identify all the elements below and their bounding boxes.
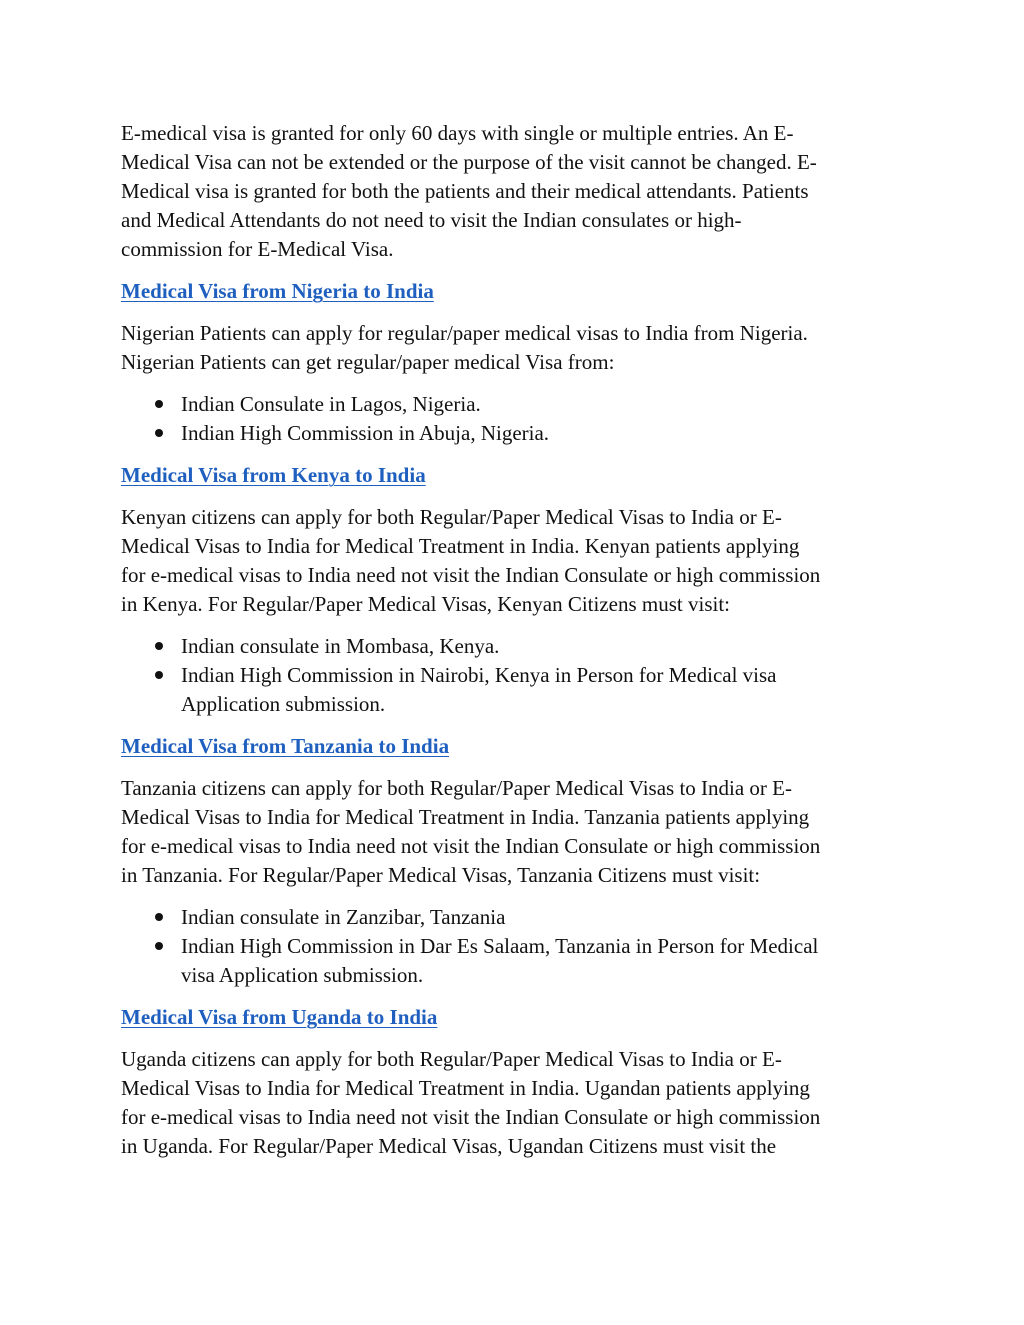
list-item <box>121 903 911 932</box>
section-paragraph-nigeria <box>121 319 911 377</box>
bullet-icon <box>155 942 163 950</box>
text-line: in Uganda. For Regular/Paper Medical Visas, Ugandan Citizens must visit the <box>121 1134 777 1158</box>
heading-link-kenya[interactable]: Medical Visa from Kenya to India <box>121 463 426 487</box>
text-line: commission for E-Medical Visa. <box>121 237 394 261</box>
bullet-list-nigeria <box>121 390 911 448</box>
text-line: Medical Visas to India for Medical Treatment in India. Kenyan patients applying <box>121 534 800 558</box>
bullet-list-tanzania <box>121 903 911 990</box>
section-paragraph-tanzania <box>121 774 911 890</box>
text-line: for e-medical visas to India need not visit the Indian Consulate or high commission <box>121 834 821 858</box>
bullet-list-kenya <box>121 632 911 719</box>
list-item <box>121 419 911 448</box>
bullet-icon <box>155 671 163 679</box>
text-line: in Kenya. For Regular/Paper Medical Visas, Kenyan Citizens must visit: <box>121 592 730 616</box>
heading-link-nigeria[interactable]: Medical Visa from Nigeria to India <box>121 279 434 303</box>
text-line: Medical Visas to India for Medical Treatment in India. Tanzania patients applying <box>121 805 810 829</box>
heading-link-tanzania[interactable]: Medical Visa from Tanzania to India <box>121 734 450 758</box>
text-line: Medical Visa can not be extended or the purpose of the visit cannot be changed. E- <box>121 150 817 174</box>
bullet-icon <box>155 400 163 408</box>
bullet-icon <box>155 913 163 921</box>
text-line: for e-medical visas to India need not visit the Indian Consulate or high commission <box>121 563 821 587</box>
text-line: Uganda citizens can apply for both Regular/Paper Medical Visas to India or E- <box>121 1047 782 1071</box>
bullet-icon <box>155 429 163 437</box>
list-item-text: Indian High Commission in Dar Es Salaam, Tanzania in Person for Medical <box>181 934 819 958</box>
text-line: and Medical Attendants do not need to visit the Indian consulates or high- <box>121 208 742 232</box>
list-item-text: Indian High Commission in Abuja, Nigeria. <box>181 421 550 445</box>
list-item-text: Indian Consulate in Lagos, Nigeria. <box>181 392 481 416</box>
text-line: Nigerian Patients can apply for regular/paper medical visas to India from Nigeria. <box>121 321 808 345</box>
list-item-text: Application submission. <box>181 692 386 716</box>
text-line: Nigerian Patients can get regular/paper medical Visa from: <box>121 350 615 374</box>
section-heading-tanzania <box>121 732 911 761</box>
list-item <box>121 390 911 419</box>
section-heading-kenya <box>121 461 911 490</box>
section-heading-uganda <box>121 1003 911 1032</box>
list-item <box>121 632 911 661</box>
list-item-text: Indian consulate in Mombasa, Kenya. <box>181 634 500 658</box>
list-item-text: Indian High Commission in Nairobi, Kenya in Person for Medical visa <box>181 663 777 687</box>
text-line: Medical visa is granted for both the patients and their medical attendants. Patients <box>121 179 809 203</box>
text-line: E-medical visa is granted for only 60 days with single or multiple entries. An E- <box>121 121 794 145</box>
text-line: in Tanzania. For Regular/Paper Medical Visas, Tanzania Citizens must visit: <box>121 863 761 887</box>
section-heading-nigeria <box>121 277 911 306</box>
intro-paragraph <box>121 119 911 264</box>
text-line: Tanzania citizens can apply for both Regular/Paper Medical Visas to India or E- <box>121 776 792 800</box>
text-line: for e-medical visas to India need not visit the Indian Consulate or high commission <box>121 1105 821 1129</box>
list-item-text: Indian consulate in Zanzibar, Tanzania <box>181 905 506 929</box>
bullet-icon <box>155 642 163 650</box>
list-item <box>121 661 911 719</box>
list-item-text: visa Application submission. <box>181 963 424 987</box>
section-paragraph-kenya <box>121 503 911 619</box>
section-paragraph-uganda <box>121 1045 911 1161</box>
list-item <box>121 932 911 990</box>
text-line: Kenyan citizens can apply for both Regular/Paper Medical Visas to India or E- <box>121 505 782 529</box>
document-page <box>121 119 911 1174</box>
text-line: Medical Visas to India for Medical Treatment in India. Ugandan patients applying <box>121 1076 810 1100</box>
heading-link-uganda[interactable]: Medical Visa from Uganda to India <box>121 1005 438 1029</box>
